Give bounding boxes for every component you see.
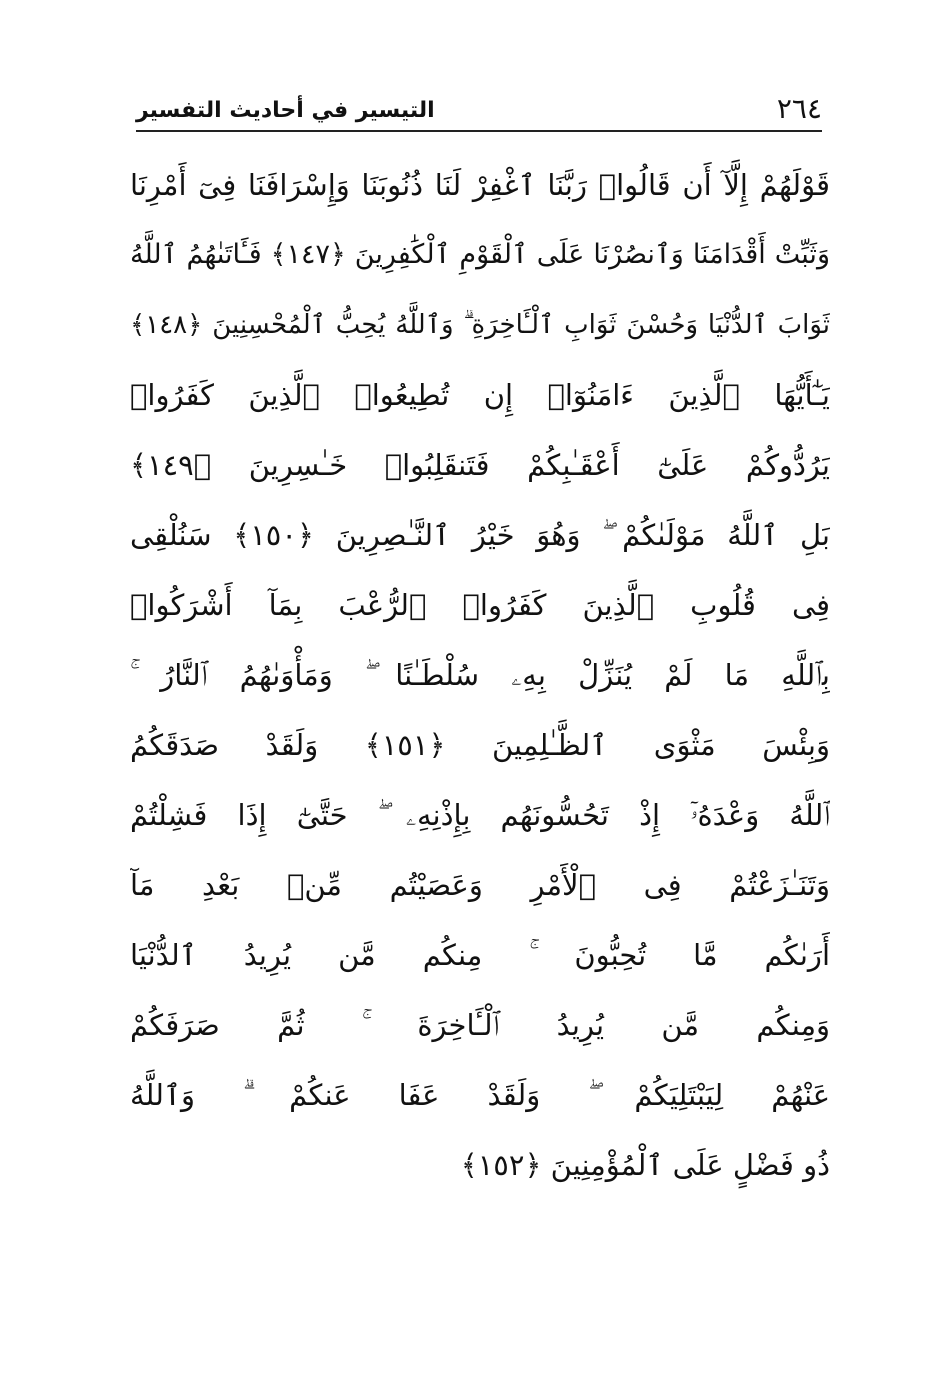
verse-block (130, 150, 830, 1200)
verse-line: وَثَبِّتْ أَقْدَامَنَا وَٱنصُرْنَا عَلَى ٱلْقَوْمِ ٱلْكَٰفِرِينَ ﴿١٤٧﴾ فَـَٔاتَىٰهُمُ ٱللَّهُ (130, 239, 830, 270)
verse-line: وَتَنَـٰزَعْتُمْ فِى ٱلْأَمْرِ وَعَصَيْتُم مِّنۢ بَعْدِ مَآ (130, 868, 830, 902)
verse-line: أَرَىٰكُم مَّا تُحِبُّونَ ۚ مِنكُم مَّن يُرِيدُ ٱلدُّنْيَا (130, 938, 830, 972)
verse-line: قَوْلَهُمْ إِلَّآ أَن قَالُوا۟ رَبَّنَا ٱغْفِرْ لَنَا ذُنُوبَنَا وَإِسْرَافَنَا فِىٓ أَمْرِنَا (130, 168, 830, 202)
verse-line: وَبِئْسَ مَثْوَى ٱلظَّـٰلِمِينَ ﴿١٥١﴾ وَلَقَدْ صَدَقَكُمُ (130, 728, 830, 762)
verse-line: وَمِنكُم مَّن يُرِيدُ ٱلْـَٔاخِرَةَ ۚ ثُمَّ صَرَفَكُمْ (130, 1008, 830, 1042)
page-number: ٢٦٤ (776, 92, 822, 125)
verse-line: فِى قُلُوبِ ٱلَّذِينَ كَفَرُوا۟ ٱلرُّعْبَ بِمَآ أَشْرَكُوا۟ (130, 588, 830, 622)
running-title: التيسير في أحاديث التفسير (136, 98, 435, 123)
verse-line: عَنْهُمْ لِيَبْتَلِيَكُمْ ۖ وَلَقَدْ عَفَا عَنكُمْ ۗ وَٱللَّهُ (130, 1078, 830, 1112)
verse-line: ذُو فَضْلٍ عَلَى ٱلْمُؤْمِنِينَ ﴿١٥٢﴾ (460, 1148, 830, 1182)
verse-line: يَرُدُّوكُمْ عَلَىٰٓ أَعْقَـٰبِكُمْ فَتَنقَلِبُوا۟ خَـٰسِرِينَ ﴿١٤٩﴾ (130, 448, 830, 482)
verse-line: ثَوَابَ ٱلدُّنْيَا وَحُسْنَ ثَوَابِ ٱلْـَٔاخِرَةِ ۗ وَٱللَّهُ يُحِبُّ ٱلْمُحْسِنِينَ ﴿١٤٨﴾ (130, 310, 830, 340)
page-header (136, 86, 822, 130)
verse-line: بِٱللَّهِ مَا لَمْ يُنَزِّلْ بِهِۦ سُلْطَـٰنًا ۖ وَمَأْوَىٰهُمُ ٱلنَّارُ ۚ (130, 658, 830, 692)
verse-line: بَلِ ٱللَّهُ مَوْلَىٰكُمْ ۖ وَهُوَ خَيْرُ ٱلنَّـٰصِرِينَ ﴿١٥٠﴾ سَنُلْقِى (130, 518, 830, 552)
verse-line: ٱللَّهُ وَعْدَهُۥٓ إِذْ تَحُسُّونَهُم بِإِذْنِهِۦ ۖ حَتَّىٰٓ إِذَا فَشِلْتُمْ (130, 798, 830, 832)
verse-line: يَـٰٓأَيُّهَا ٱلَّذِينَ ءَامَنُوٓا۟ إِن تُطِيعُوا۟ ٱلَّذِينَ كَفَرُوا۟ (130, 378, 830, 412)
header-rule (136, 130, 822, 132)
